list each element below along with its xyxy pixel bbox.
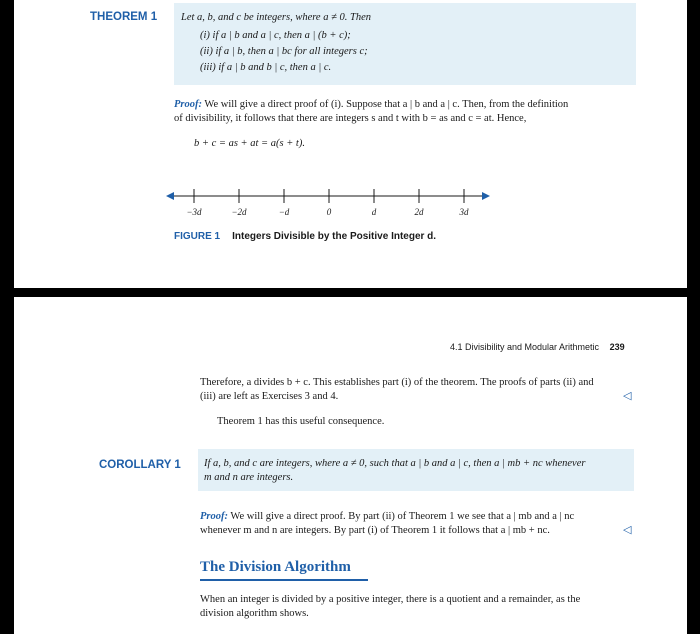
- tick-label: −3d: [186, 207, 202, 217]
- number-line: [164, 180, 494, 220]
- right-arrow-icon: [482, 192, 490, 200]
- figure-title: Integers Divisible by the Positive Integer d.: [232, 231, 437, 242]
- end-of-proof-icon: ◁: [623, 390, 632, 402]
- corollary-line-2: m and n are integers.: [204, 472, 294, 483]
- tick-label: −d: [278, 207, 290, 217]
- running-header-section: 4.1 Divisibility and Modular Arithmetic: [450, 342, 600, 352]
- figure-caption: [174, 226, 436, 244]
- tick-label: 3d: [459, 207, 469, 217]
- end-of-proof-icon: ◁: [623, 524, 632, 536]
- running-header: [450, 342, 625, 352]
- tick-label: d: [371, 207, 377, 217]
- corollary-line-1: If a, b, and c are integers, where a ≠ 0, such that a | b and a | c, then a | mb + nc whenever: [204, 458, 586, 469]
- number-line-tick-labels: [186, 207, 469, 217]
- section-heading: The Division Algorithm: [200, 559, 351, 575]
- corollary-proof-text-1: We will give a direct proof. By part (ii) of Theorem 1 we see that a | mb and a | nc: [228, 511, 575, 522]
- corollary-proof-line-2: whenever m and n are integers. By part (i) of Theorem 1 it follows that a | mb + nc.: [200, 525, 550, 536]
- corollary-proof-label: Proof:: [200, 511, 228, 522]
- corollary-proof-line-1: [200, 510, 574, 524]
- consequence-text: Theorem 1 has this useful consequence.: [217, 416, 385, 427]
- tick-label: 2d: [414, 207, 424, 217]
- proof-line-1: [174, 98, 568, 112]
- tick-label: 0: [326, 207, 332, 217]
- conclusion-line-1: Therefore, a divides b + c. This establishes part (i) of the theorem. The proofs of parts (ii) and: [200, 377, 594, 388]
- proof-label: Proof:: [174, 99, 202, 110]
- theorem-intro: Let a, b, and c be integers, where a ≠ 0. Then: [181, 12, 371, 23]
- proof-line-2: of divisibility, it follows that there are integers s and t with b = as and c = at. Hence,: [174, 113, 527, 124]
- left-arrow-icon: [166, 192, 174, 200]
- theorem-label: THEOREM 1: [90, 11, 158, 23]
- proof-text-1: We will give a direct proof of (i). Suppose that a | b and a | c. Then, from the definition: [202, 99, 569, 110]
- theorem-part-i: (i) if a | b and a | c, then a | (b + c);: [200, 30, 351, 41]
- corollary-label: COROLLARY 1: [99, 459, 181, 471]
- textbook-page-top: [14, 0, 687, 288]
- theorem-part-ii: (ii) if a | b, then a | bc for all integers c;: [200, 46, 368, 57]
- figure-label: FIGURE 1: [174, 231, 221, 242]
- tick-label: −2d: [231, 207, 247, 217]
- heading-underline: [200, 579, 368, 581]
- page-number: 239: [609, 342, 625, 352]
- textbook-page-bottom: [14, 297, 687, 634]
- proof-equation: b + c = as + at = a(s + t).: [194, 138, 305, 149]
- intro-line-1: When an integer is divided by a positive integer, there is a quotient and a remainder, as the: [200, 594, 581, 605]
- theorem-part-iii: (iii) if a | b and b | c, then a | c.: [200, 62, 332, 73]
- intro-line-2: division algorithm shows.: [200, 608, 309, 619]
- theorem-box: [174, 3, 636, 85]
- conclusion-line-2: (iii) are left as Exercises 3 and 4.: [200, 391, 339, 402]
- corollary-box: [198, 449, 634, 491]
